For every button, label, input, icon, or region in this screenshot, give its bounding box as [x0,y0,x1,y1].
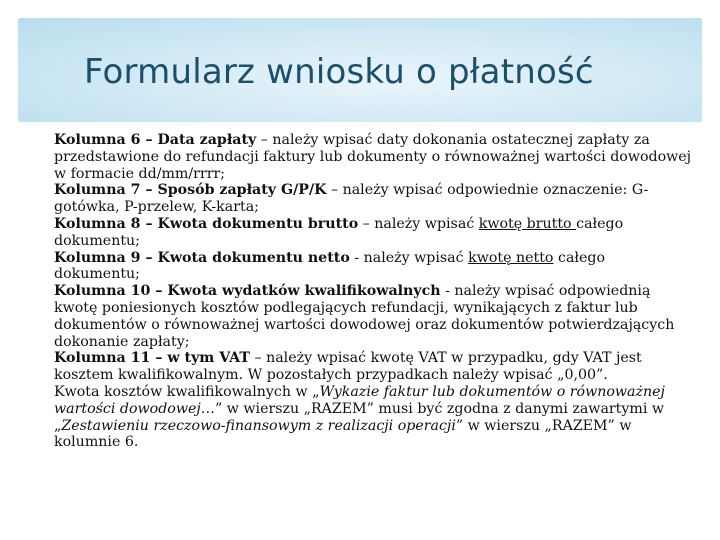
kolumna-6-heading: Kolumna 6 – Data zapłaty [54,132,257,148]
paragraph-kolumna-9 [54,250,694,284]
paragraph-kolumna-10 [54,283,694,350]
kolumna-8-text-before: – należy wpisać [358,215,479,232]
paragraph-kolumna-7 [54,182,694,216]
kolumna-7-text: – należy wpisać odpowiednie oznaczenie: G-gotówka, P-przelew, K-karta; [54,182,649,216]
kolumna-9-underlined: kwotę netto [468,249,554,266]
kwota-text-1: Kwota kosztów kwalifikowalnych w „ [54,383,320,400]
slide-title: Formularz wniosku o płatność [84,52,594,92]
kolumna-6-text: – należy wpisać daty dokonania ostatecznej zapłaty za przedstawione do refundacji faktury lub dokumenty o równoważnej wartości dowodowej w formacie dd/mm/rrrr; [54,132,692,182]
kolumna-11-heading: Kolumna 11 – w tym VAT [54,350,250,367]
kwota-italic-2: Zestawieniu rzeczowo-finansowym z realizacji operacji [61,417,456,434]
kolumna-9-heading: Kolumna 9 – Kwota dokumentu netto [54,249,350,266]
paragraph-kolumna-11 [54,350,694,384]
kwota-italic-1: Wykazie faktur lub dokumentów o równoważnej wartości dowodowej… [54,383,665,417]
kwota-text-3: ” w wierszu „RAZEM” w kolumnie 6. [54,417,632,451]
kolumna-8-text-after: całego dokumentu; [54,215,624,249]
paragraph-kolumna-8 [54,216,694,250]
kolumna-9-text-after: całego dokumentu; [54,249,606,283]
kolumna-9-text-before: - należy wpisać [349,249,469,266]
kolumna-11-text: – należy wpisać kwotę VAT w przypadku, gdy VAT jest kosztem kwalifikowalnym. W pozostałych przypadkach należy wpisać „0,00”. [54,350,642,384]
paragraph-kwota-kosztow [54,384,694,451]
kolumna-10-text: - należy wpisać odpowiednią kwotę poniesionych kosztów podlegających refundacji, wynikających z faktur lub dokumentów o równoważnej wartości dowodowej oraz dokumentów potwierdzających dokonanie zapłaty; [54,283,675,350]
kolumna-10-heading: Kolumna 10 – Kwota wydatków kwalifikowalnych [54,283,441,300]
slide-body [54,132,694,451]
kolumna-8-underlined: kwotę brutto [478,215,577,232]
paragraph-kolumna-6 [54,132,694,182]
kwota-text-2: ” w wierszu „RAZEM” musi być zgodna z danymi zawartymi w „ [54,400,665,434]
kolumna-8-heading: Kolumna 8 – Kwota dokumentu brutto [54,215,359,232]
kolumna-7-heading: Kolumna 7 – Sposób zapłaty G/P/K [54,182,327,199]
